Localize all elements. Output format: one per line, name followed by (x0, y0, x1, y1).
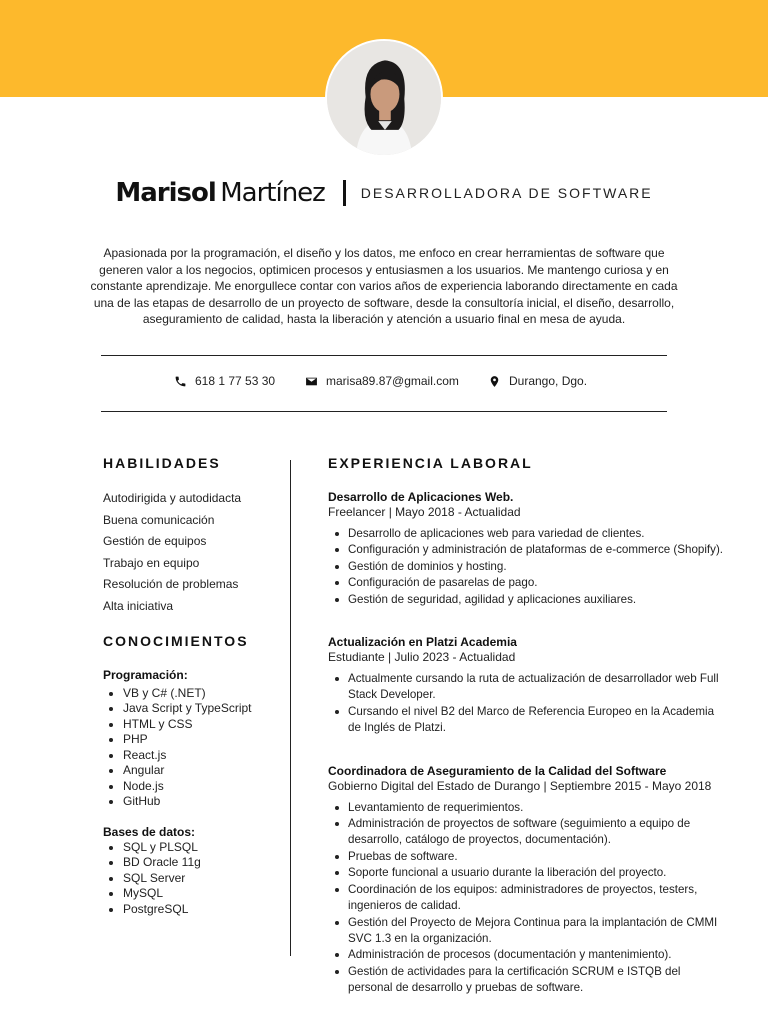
duty-item: Soporte funcional a usuario durante la liberación del proyecto. (328, 865, 723, 881)
profile-summary: Apasionada por la programación, el diseño y los datos, me enfoco en crear herramientas de software que generen valor a los negocios, optimicen procesos y entusiasmen a los usuarios. Me mantengo curiosa y en constante aprendizaje. Me enorgullece contar con varios años de experiencia laborando directamente en cada una de las etapas de desarrollo de un proyecto de software, desde la consultoría inicial, el diseño, desarrollo, aseguramiento de calidad, hasta la liberación y atención a usuario final en mesa de ayuda. (90, 246, 678, 326)
envelope-icon (305, 375, 318, 388)
job-meta: Freelancer | Mayo 2018 - Actualidad (328, 505, 521, 519)
programming-title: Programación: (103, 667, 188, 682)
duty-item: Configuración de pasarelas de pago. (328, 575, 748, 591)
duty-item: Administración de procesos (documentación y mantenimiento). (328, 947, 723, 963)
skill-item: Gestión de equipos (103, 534, 207, 549)
right-column (328, 455, 748, 997)
duty-item: Pruebas de software. (328, 849, 723, 865)
job-title: Desarrollo de Aplicaciones Web. (328, 490, 514, 504)
skill-item: Trabajo en equipo (103, 555, 200, 570)
duty-item: Gestión de dominios y hosting. (328, 559, 748, 575)
job-entry (328, 489, 748, 608)
skills-list (103, 490, 283, 620)
database-item: SQL y PLSQL (103, 840, 283, 856)
skills-title: HABILIDADES (103, 455, 221, 471)
job-entry (328, 634, 748, 737)
avatar-illustration (327, 41, 441, 155)
duty-item: Actualmente cursando la ruta de actualización de desarrollador web Full Stack Developer. (328, 671, 723, 704)
name-separator (343, 180, 346, 206)
knowledge-title: CONOCIMIENTOS (103, 632, 249, 649)
contact-phone (174, 374, 275, 388)
duty-item: Coordinación de los equipos: administradores de proyectos, testers, ingenieros de calidad. (328, 882, 723, 915)
job-role: DESARROLLADORA DE SOFTWARE (360, 185, 653, 201)
location-text: Durango, Dgo. (509, 374, 588, 388)
job-meta: Estudiante | Julio 2023 - Actualidad (328, 650, 516, 665)
job-title: Coordinadora de Aseguramiento de la Calidad del Software (328, 763, 667, 778)
profile-photo (325, 39, 443, 157)
duty-item: Desarrollo de aplicaciones web para variedad de clientes. (328, 526, 748, 542)
duty-item: Levantamiento de requerimientos. (328, 800, 723, 816)
programming-item: Java Script y TypeScript (103, 701, 283, 717)
databases-list (103, 840, 283, 918)
duty-item: Gestión de seguridad, agilidad y aplicaciones auxiliares. (328, 592, 748, 608)
divider-top (101, 355, 667, 356)
left-column (103, 455, 283, 917)
programming-item: GitHub (103, 794, 283, 810)
skill-item: Autodirigida y autodidacta (103, 491, 242, 505)
job-duties (328, 671, 748, 737)
email-address: marisa89.87@gmail.com (326, 374, 459, 388)
duty-item: Configuración y administración de plataformas de e-commerce (Shopify). (328, 542, 748, 558)
programming-item: PHP (103, 732, 283, 748)
first-name: Marisol (115, 178, 216, 208)
map-pin-icon (488, 375, 501, 388)
database-item: BD Oracle 11g (103, 855, 283, 871)
contact-location (488, 374, 587, 388)
name-title-line (0, 178, 768, 208)
skill-item: Alta iniciativa (103, 598, 174, 613)
programming-item: React.js (103, 748, 283, 764)
database-item: SQL Server (103, 871, 283, 887)
programming-item: VB y C# (.NET) (103, 686, 283, 702)
job-duties (328, 800, 748, 997)
database-item: MySQL (103, 886, 283, 902)
job-duties (328, 526, 748, 608)
contact-bar (0, 374, 768, 392)
contact-email (305, 374, 459, 388)
skill-item: Buena comunicación (103, 512, 215, 527)
last-name: Martínez (220, 178, 325, 208)
job-entry (328, 763, 748, 997)
databases-title: Bases de datos: (103, 824, 196, 839)
skill-item: Resolución de problemas (103, 577, 239, 592)
programming-item: HTML y CSS (103, 717, 283, 733)
database-item: PostgreSQL (103, 902, 283, 918)
duty-item: Cursando el nivel B2 del Marco de Referencia Europeo en la Academia de Inglés de Platzi. (328, 704, 723, 737)
divider-bottom (101, 411, 667, 412)
duty-item: Gestión de actividades para la certificación SCRUM e ISTQB del personal de desarrollo y pruebas de software. (328, 964, 723, 997)
experience-title: EXPERIENCIA LABORAL (328, 455, 533, 471)
programming-item: Node.js (103, 779, 283, 795)
job-meta: Gobierno Digital del Estado de Durango | Septiembre 2015 - Mayo 2018 (328, 778, 712, 793)
programming-item: Angular (103, 763, 283, 779)
job-title: Actualización en Platzi Academia (328, 635, 517, 650)
phone-icon (174, 375, 187, 388)
column-divider (290, 460, 291, 956)
phone-number: 618 1 77 53 30 (195, 374, 276, 388)
programming-list (103, 686, 283, 810)
duty-item: Gestión del Proyecto de Mejora Continua para la implantación de CMMI SVC 1.3 en la organización. (328, 915, 723, 948)
duty-item: Administración de proyectos de software (seguimiento a equipo de desarrollo, catálogo de proyectos, documentación). (328, 816, 723, 849)
